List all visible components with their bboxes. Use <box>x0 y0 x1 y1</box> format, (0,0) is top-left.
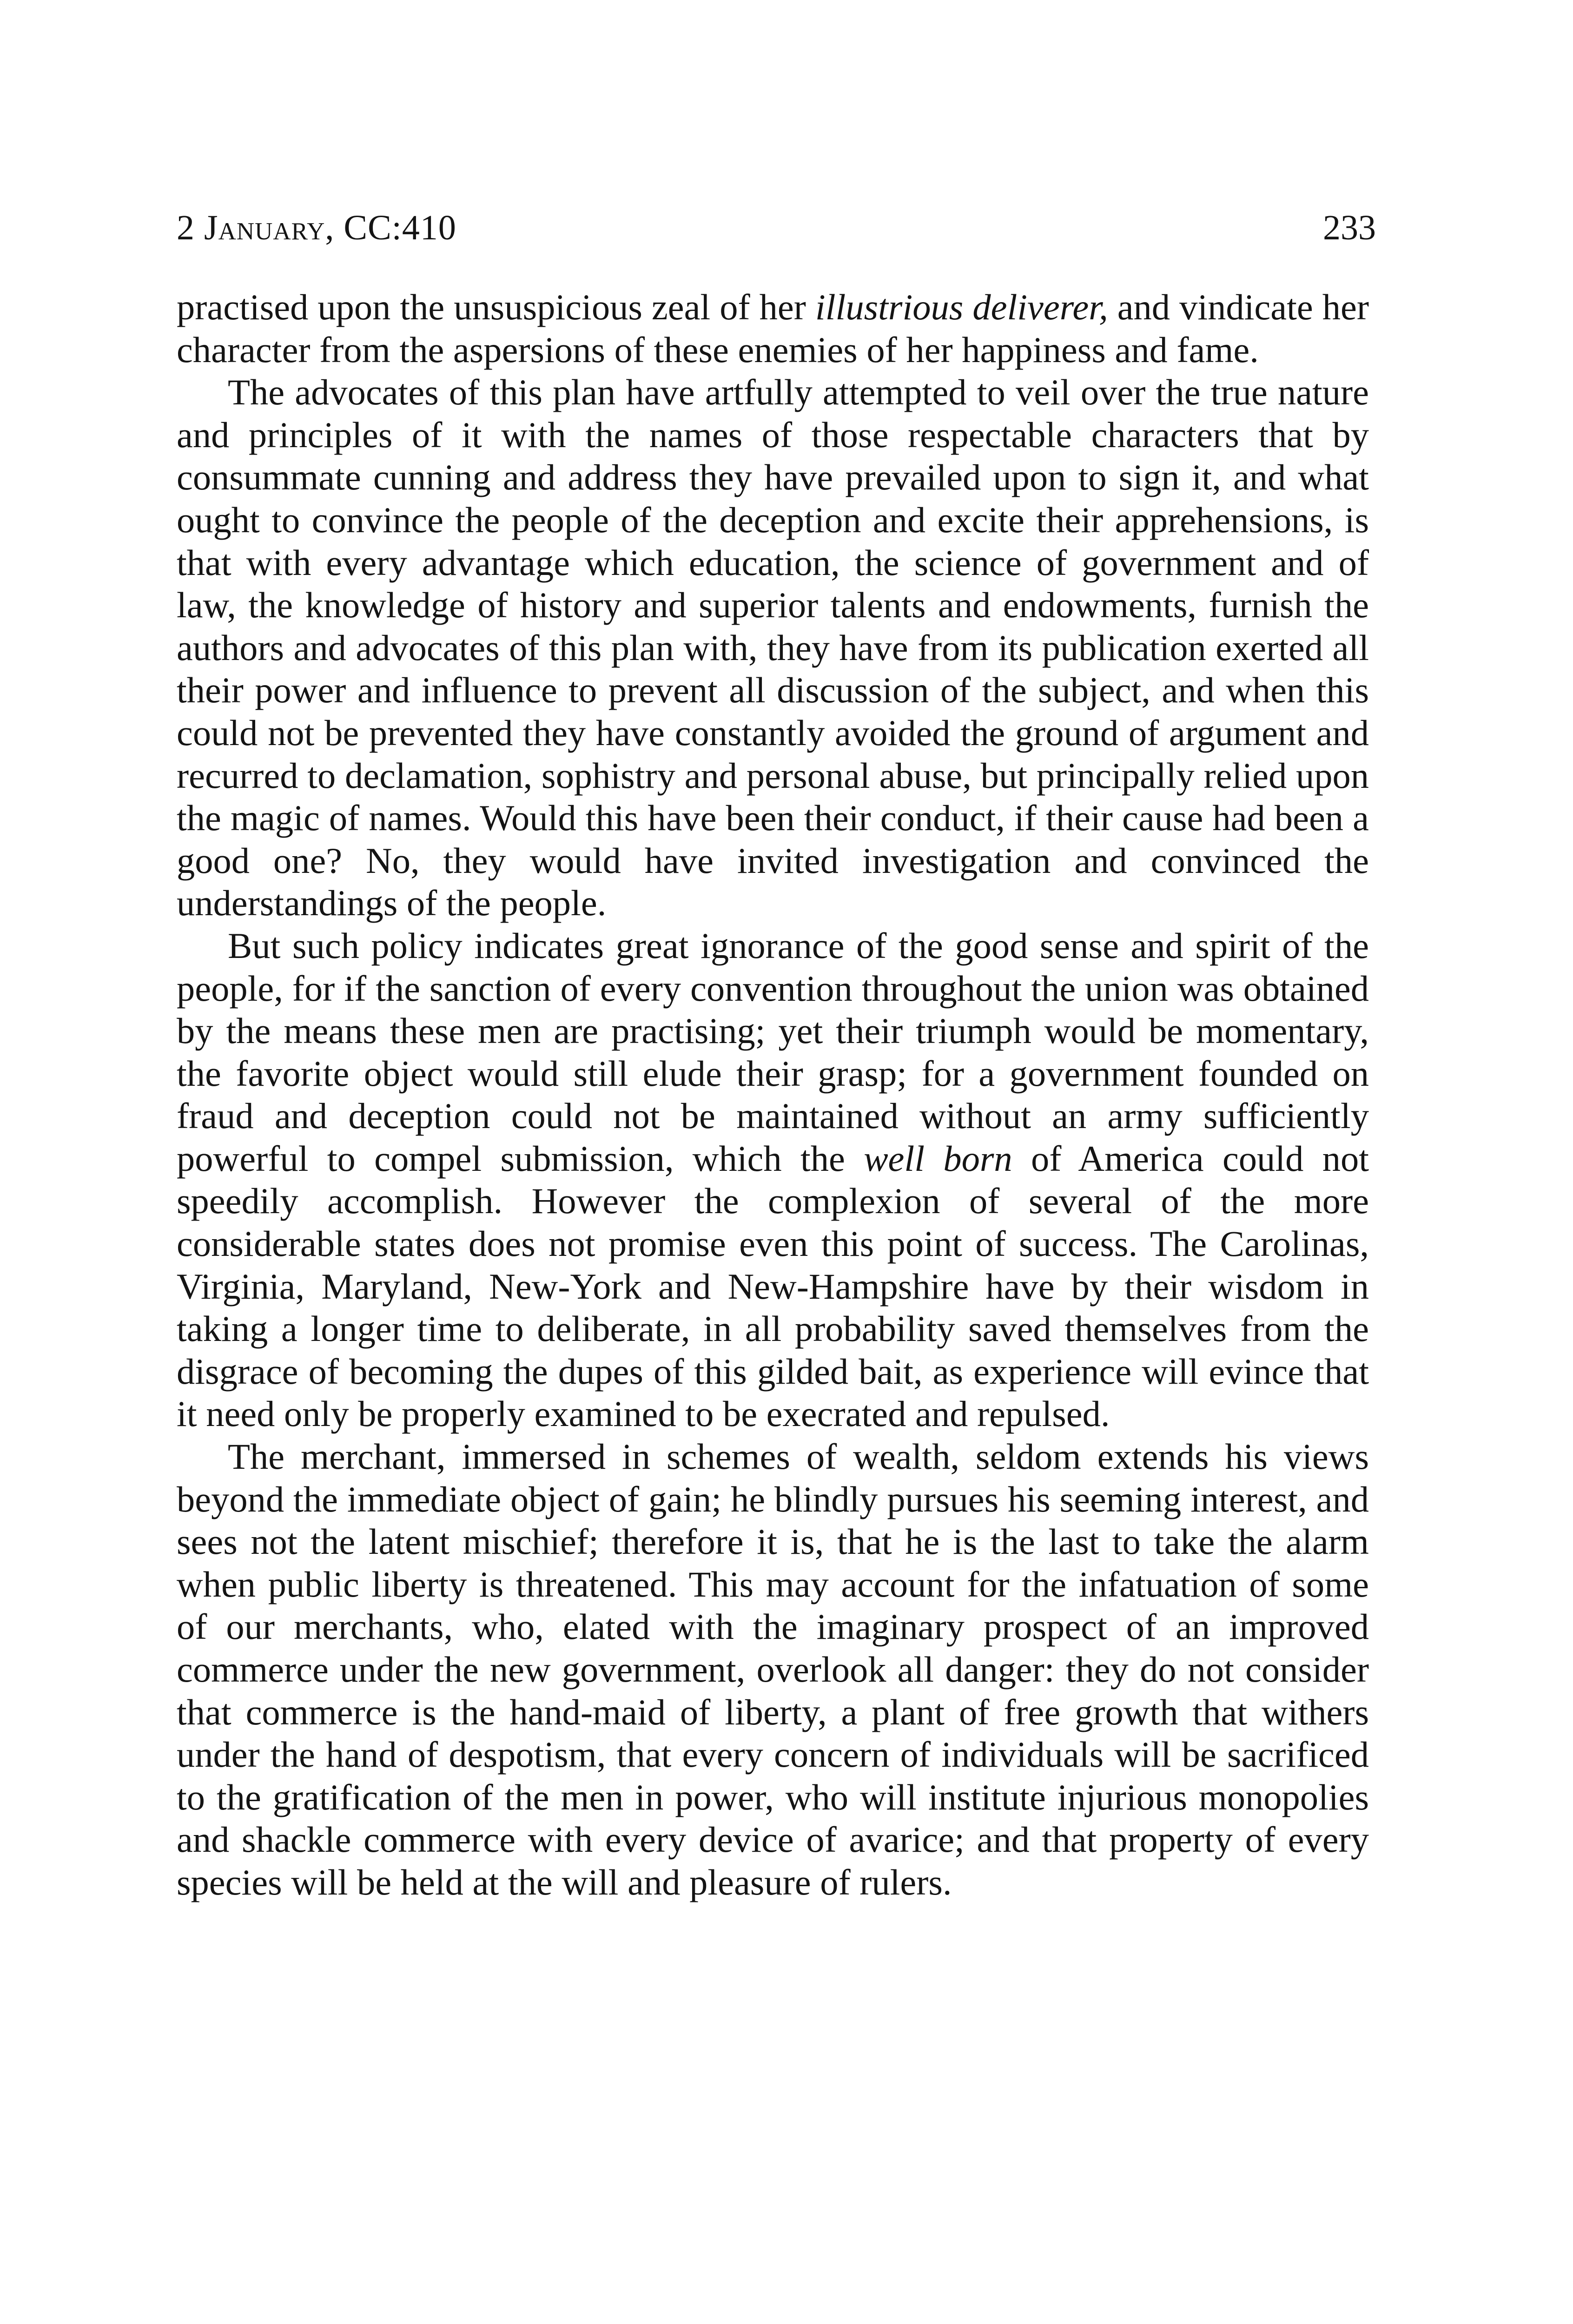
text-segment: of America could not speedily accomplish. However the complexion of several of the more considerable states does not promise even this point of success. The Carolinas, Virginia, Maryland, New-York and New-Hampshire have by their wisdom in taking a longer time to deliberate, in all probability saved themselves from the disgrace of becoming the dupes of this gilded bait, as experience will evince that it need only be properly examined to be execrated and repulsed. <box>177 1138 1369 1434</box>
text-segment: But such policy indicates great ignorance of the good sense and spirit of the people, for if the sanction of every convention throughout the union was obtained by the means these men are practising; yet their triumph would be momentary, the favorite object would still elude their grasp; for a government founded on fraud and deception could not be maintained without an army sufficiently powerful to compel submission, which the <box>177 925 1369 1179</box>
italic-text-segment: illustrious deliverer, <box>815 287 1108 327</box>
running-head-month: anuary <box>218 208 325 247</box>
text-segment: and vindicate her character from the aspersions of these enemies of her happiness and fame. <box>177 287 1369 370</box>
text-segment: practised upon the unsuspicious zeal of her <box>177 287 815 327</box>
paragraph <box>177 924 1369 1435</box>
running-head-reference <box>177 202 456 253</box>
text-segment: The advocates of this plan have artfully attempted to veil over the true nature and principles of it with the names of those respectable characters that by consummate cunning and address they have prevailed upon to sign it, and what ought to convince the people of the deception and excite their apprehensions, is that with every advantage which education, the science of government and of law, the knowledge of history and superior talents and endowments, furnish the authors and advocates of this plan with, they have from its publication exerted all their power and influence to prevent all discussion of the subject, and when this could not be prevented they have constantly avoided the ground of argument and recurred to declamation, sophistry and personal abuse, but principally relied upon the magic of names. Would this have been their conduct, if their cause had been a good one? No, they would have invited investigation and convinced the understandings of the people. <box>177 372 1369 924</box>
running-head-prefix: 2 J <box>177 208 218 247</box>
paragraph <box>177 286 1369 371</box>
text-segment: The merchant, immersed in schemes of wealth, seldom extends his views beyond the immediate object of gain; he blindly pursues his seeming interest, and sees not the latent mischief; therefore it is, that he is the last to take the alarm when public liberty is threatened. This may account for the infatuation of some of our merchants, who, elated with the imaginary prospect of an improved commerce under the new government, overlook all danger: they do not consider that commerce is the hand-maid of liberty, a plant of free growth that withers under the hand of despotism, that every concern of individuals will be sacrificed to the gratification of the men in power, who will institute injurious monopolies and shackle commerce with every device of avarice; and that property of every species will be held at the will and pleasure of rulers. <box>177 1436 1369 1902</box>
running-head <box>177 202 1376 253</box>
paragraph <box>177 1435 1369 1904</box>
page-number: 233 <box>1323 208 1376 247</box>
paragraph <box>177 371 1369 924</box>
italic-text-segment: well born <box>864 1138 1012 1179</box>
body-text <box>177 286 1369 1904</box>
running-head-doc-ref: , CC:410 <box>325 208 456 247</box>
